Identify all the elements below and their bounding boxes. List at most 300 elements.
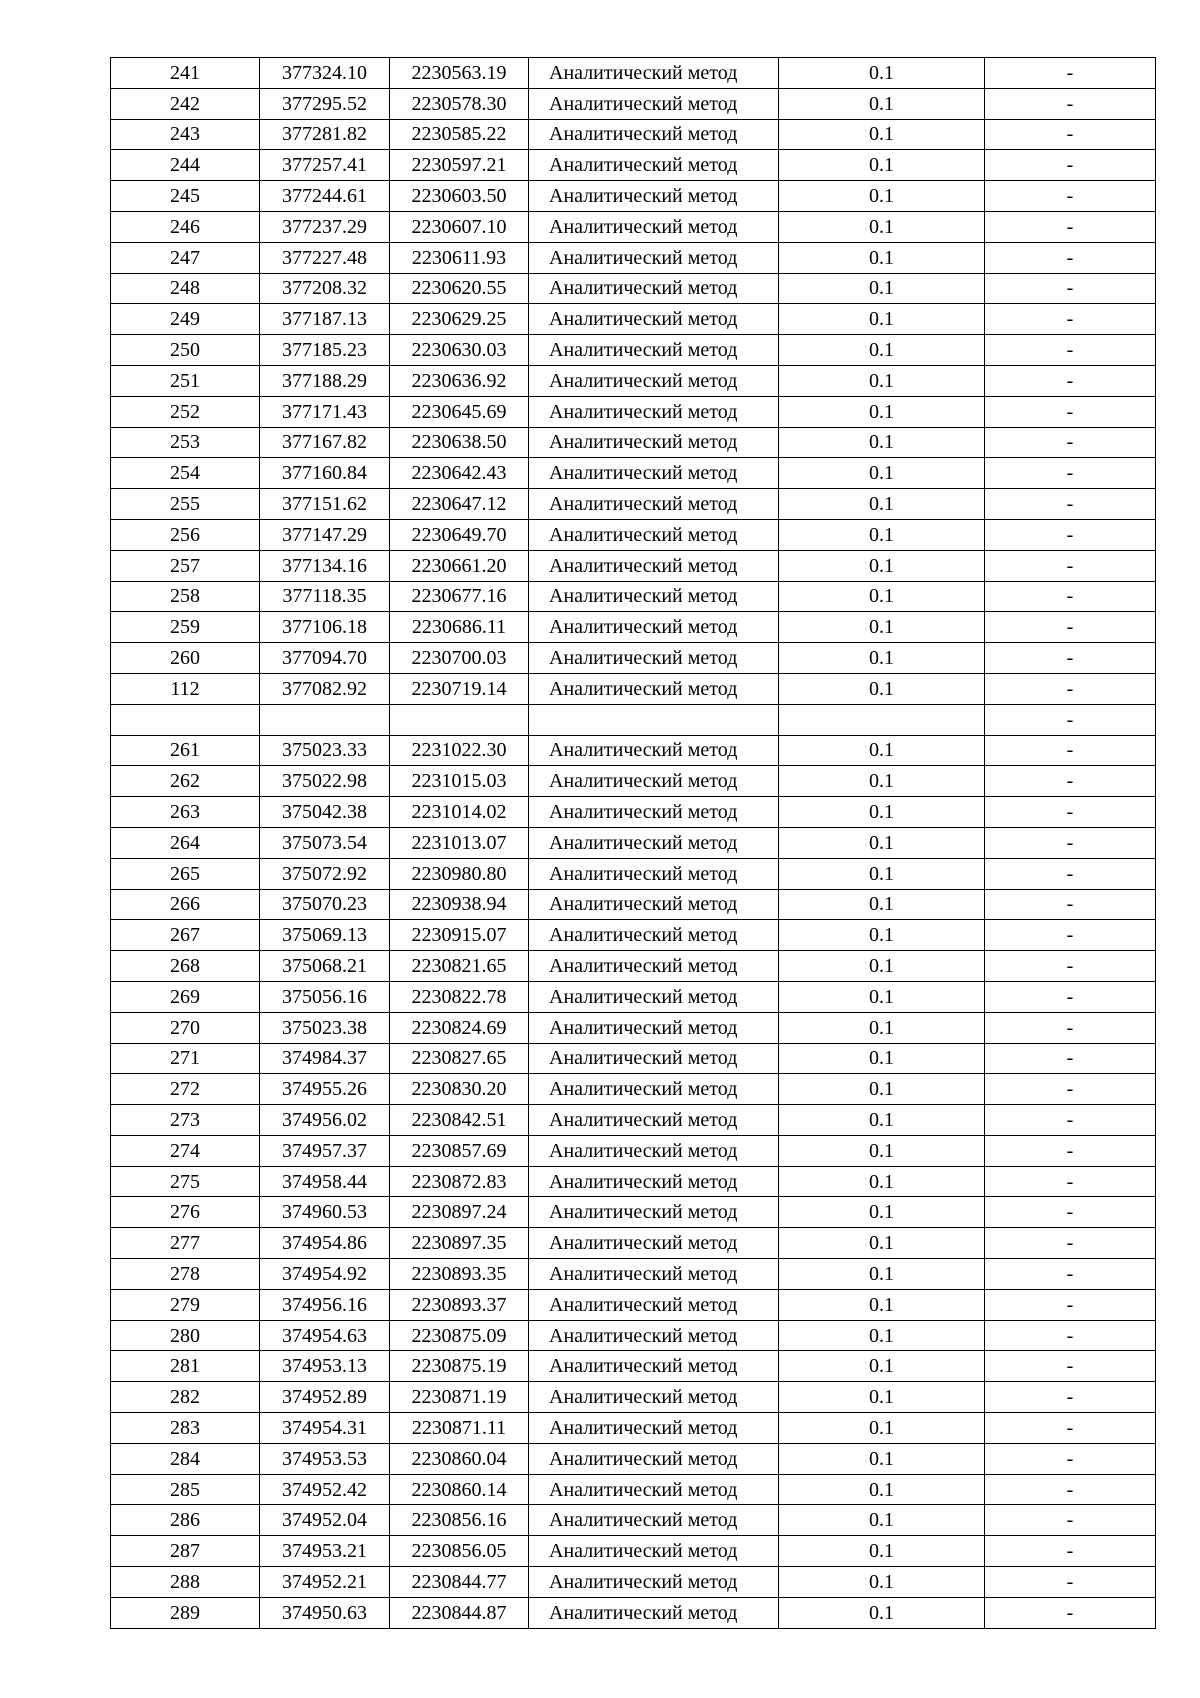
accuracy-cell: 0.1 <box>779 58 985 89</box>
y-coordinate-cell: 2230620.55 <box>390 273 529 304</box>
note-cell: - <box>985 981 1156 1012</box>
y-coordinate-cell: 2230857.69 <box>390 1135 529 1166</box>
point-number-cell: 280 <box>111 1320 260 1351</box>
method-cell: Аналитический метод <box>529 427 779 458</box>
method-cell: Аналитический метод <box>529 1567 779 1598</box>
note-cell: - <box>985 1474 1156 1505</box>
method-cell: Аналитический метод <box>529 1166 779 1197</box>
accuracy-cell: 0.1 <box>779 612 985 643</box>
y-coordinate-cell: 2230856.05 <box>390 1536 529 1567</box>
method-cell: Аналитический метод <box>529 1105 779 1136</box>
method-cell: Аналитический метод <box>529 458 779 489</box>
note-cell: - <box>985 1505 1156 1536</box>
x-coordinate-cell: 375068.21 <box>260 951 390 982</box>
accuracy-cell: 0.1 <box>779 519 985 550</box>
accuracy-cell: 0.1 <box>779 1567 985 1598</box>
table-row <box>111 1536 1156 1567</box>
point-number-cell: 283 <box>111 1413 260 1444</box>
note-cell: - <box>985 304 1156 335</box>
x-coordinate-cell: 375069.13 <box>260 920 390 951</box>
point-number-cell <box>111 704 260 735</box>
accuracy-cell: 0.1 <box>779 1043 985 1074</box>
accuracy-cell: 0.1 <box>779 1382 985 1413</box>
accuracy-cell: 0.1 <box>779 119 985 150</box>
accuracy-cell: 0.1 <box>779 858 985 889</box>
y-coordinate-cell: 2230642.43 <box>390 458 529 489</box>
point-number-cell: 263 <box>111 797 260 828</box>
note-cell: - <box>985 581 1156 612</box>
table-row <box>111 1505 1156 1536</box>
x-coordinate-cell: 377151.62 <box>260 489 390 520</box>
point-number-cell: 244 <box>111 150 260 181</box>
y-coordinate-cell: 2230824.69 <box>390 1012 529 1043</box>
x-coordinate-cell: 377106.18 <box>260 612 390 643</box>
note-cell: - <box>985 1197 1156 1228</box>
accuracy-cell: 0.1 <box>779 1597 985 1628</box>
accuracy-cell: 0.1 <box>779 150 985 181</box>
method-cell: Аналитический метод <box>529 519 779 550</box>
note-cell: - <box>985 489 1156 520</box>
point-number-cell: 255 <box>111 489 260 520</box>
accuracy-cell: 0.1 <box>779 181 985 212</box>
x-coordinate-cell: 377324.10 <box>260 58 390 89</box>
table-row <box>111 920 1156 951</box>
x-coordinate-cell: 377094.70 <box>260 643 390 674</box>
accuracy-cell: 0.1 <box>779 1197 985 1228</box>
table-row <box>111 889 1156 920</box>
point-number-cell: 253 <box>111 427 260 458</box>
accuracy-cell: 0.1 <box>779 1074 985 1105</box>
method-cell: Аналитический метод <box>529 1351 779 1382</box>
table-row <box>111 88 1156 119</box>
accuracy-cell: 0.1 <box>779 1105 985 1136</box>
accuracy-cell: 0.1 <box>779 1320 985 1351</box>
point-number-cell: 270 <box>111 1012 260 1043</box>
point-number-cell: 248 <box>111 273 260 304</box>
method-cell: Аналитический метод <box>529 920 779 951</box>
x-coordinate-cell <box>260 704 390 735</box>
accuracy-cell: 0.1 <box>779 673 985 704</box>
coordinates-table <box>110 57 1156 1629</box>
accuracy-cell: 0.1 <box>779 458 985 489</box>
accuracy-cell: 0.1 <box>779 335 985 366</box>
accuracy-cell: 0.1 <box>779 1259 985 1290</box>
method-cell: Аналитический метод <box>529 1197 779 1228</box>
accuracy-cell: 0.1 <box>779 1135 985 1166</box>
method-cell: Аналитический метод <box>529 827 779 858</box>
y-coordinate-cell: 2230719.14 <box>390 673 529 704</box>
table-row <box>111 119 1156 150</box>
y-coordinate-cell: 2231014.02 <box>390 797 529 828</box>
method-cell: Аналитический метод <box>529 273 779 304</box>
note-cell: - <box>985 396 1156 427</box>
point-number-cell: 242 <box>111 88 260 119</box>
table-row <box>111 858 1156 889</box>
point-number-cell: 276 <box>111 1197 260 1228</box>
point-number-cell: 274 <box>111 1135 260 1166</box>
x-coordinate-cell: 377171.43 <box>260 396 390 427</box>
y-coordinate-cell: 2230603.50 <box>390 181 529 212</box>
method-cell: Аналитический метод <box>529 1289 779 1320</box>
table-row <box>111 981 1156 1012</box>
point-number-cell: 262 <box>111 766 260 797</box>
point-number-cell: 254 <box>111 458 260 489</box>
table-row <box>111 1351 1156 1382</box>
method-cell: Аналитический метод <box>529 1413 779 1444</box>
table-row <box>111 827 1156 858</box>
table-row <box>111 242 1156 273</box>
method-cell: Аналитический метод <box>529 673 779 704</box>
accuracy-cell: 0.1 <box>779 396 985 427</box>
method-cell: Аналитический метод <box>529 1474 779 1505</box>
note-cell: - <box>985 242 1156 273</box>
x-coordinate-cell: 374953.21 <box>260 1536 390 1567</box>
accuracy-cell: 0.1 <box>779 1228 985 1259</box>
y-coordinate-cell: 2230980.80 <box>390 858 529 889</box>
note-cell: - <box>985 920 1156 951</box>
x-coordinate-cell: 375023.33 <box>260 735 390 766</box>
x-coordinate-cell: 377187.13 <box>260 304 390 335</box>
y-coordinate-cell: 2230897.35 <box>390 1228 529 1259</box>
x-coordinate-cell: 377160.84 <box>260 458 390 489</box>
y-coordinate-cell: 2230938.94 <box>390 889 529 920</box>
point-number-cell: 269 <box>111 981 260 1012</box>
y-coordinate-cell: 2230677.16 <box>390 581 529 612</box>
table-row <box>111 1105 1156 1136</box>
point-number-cell: 289 <box>111 1597 260 1628</box>
y-coordinate-cell: 2230822.78 <box>390 981 529 1012</box>
y-coordinate-cell: 2230893.35 <box>390 1259 529 1290</box>
method-cell: Аналитический метод <box>529 643 779 674</box>
table-row <box>111 1320 1156 1351</box>
accuracy-cell: 0.1 <box>779 489 985 520</box>
note-cell: - <box>985 1289 1156 1320</box>
method-cell: Аналитический метод <box>529 550 779 581</box>
point-number-cell: 246 <box>111 211 260 242</box>
accuracy-cell: 0.1 <box>779 242 985 273</box>
x-coordinate-cell: 374950.63 <box>260 1597 390 1628</box>
point-number-cell: 251 <box>111 365 260 396</box>
note-cell: - <box>985 735 1156 766</box>
point-number-cell: 281 <box>111 1351 260 1382</box>
y-coordinate-cell: 2230844.77 <box>390 1567 529 1598</box>
table-row <box>111 519 1156 550</box>
y-coordinate-cell: 2230872.83 <box>390 1166 529 1197</box>
y-coordinate-cell: 2230563.19 <box>390 58 529 89</box>
note-cell: - <box>985 427 1156 458</box>
method-cell: Аналитический метод <box>529 88 779 119</box>
method-cell: Аналитический метод <box>529 1320 779 1351</box>
y-coordinate-cell: 2230915.07 <box>390 920 529 951</box>
accuracy-cell: 0.1 <box>779 643 985 674</box>
table-row <box>111 365 1156 396</box>
point-number-cell: 272 <box>111 1074 260 1105</box>
table-row <box>111 1228 1156 1259</box>
table-row <box>111 951 1156 982</box>
x-coordinate-cell: 375073.54 <box>260 827 390 858</box>
x-coordinate-cell: 374984.37 <box>260 1043 390 1074</box>
y-coordinate-cell: 2231013.07 <box>390 827 529 858</box>
note-cell: - <box>985 119 1156 150</box>
method-cell: Аналитический метод <box>529 1135 779 1166</box>
x-coordinate-cell: 375042.38 <box>260 797 390 828</box>
x-coordinate-cell: 374954.31 <box>260 1413 390 1444</box>
y-coordinate-cell: 2230649.70 <box>390 519 529 550</box>
table-row <box>111 335 1156 366</box>
note-cell: - <box>985 1413 1156 1444</box>
method-cell: Аналитический метод <box>529 581 779 612</box>
method-cell: Аналитический метод <box>529 242 779 273</box>
note-cell: - <box>985 1043 1156 1074</box>
method-cell: Аналитический метод <box>529 1074 779 1105</box>
table-row <box>111 673 1156 704</box>
y-coordinate-cell: 2230611.93 <box>390 242 529 273</box>
x-coordinate-cell: 374953.13 <box>260 1351 390 1382</box>
method-cell: Аналитический метод <box>529 335 779 366</box>
y-coordinate-cell: 2230647.12 <box>390 489 529 520</box>
accuracy-cell: 0.1 <box>779 889 985 920</box>
x-coordinate-cell: 374952.21 <box>260 1567 390 1598</box>
coordinates-table-body <box>111 58 1156 1629</box>
method-cell: Аналитический метод <box>529 1259 779 1290</box>
table-row <box>111 1289 1156 1320</box>
table-row <box>111 1259 1156 1290</box>
method-cell: Аналитический метод <box>529 181 779 212</box>
x-coordinate-cell: 374952.42 <box>260 1474 390 1505</box>
note-cell: - <box>985 519 1156 550</box>
y-coordinate-cell: 2230629.25 <box>390 304 529 335</box>
y-coordinate-cell: 2230686.11 <box>390 612 529 643</box>
note-cell: - <box>985 827 1156 858</box>
note-cell: - <box>985 951 1156 982</box>
method-cell: Аналитический метод <box>529 365 779 396</box>
table-row <box>111 427 1156 458</box>
method-cell: Аналитический метод <box>529 1505 779 1536</box>
x-coordinate-cell: 377147.29 <box>260 519 390 550</box>
accuracy-cell: 0.1 <box>779 1289 985 1320</box>
note-cell: - <box>985 1567 1156 1598</box>
x-coordinate-cell: 375070.23 <box>260 889 390 920</box>
x-coordinate-cell: 374960.53 <box>260 1197 390 1228</box>
method-cell: Аналитический метод <box>529 304 779 335</box>
point-number-cell: 285 <box>111 1474 260 1505</box>
note-cell: - <box>985 1259 1156 1290</box>
table-row <box>111 735 1156 766</box>
x-coordinate-cell: 374954.63 <box>260 1320 390 1351</box>
table-row <box>111 396 1156 427</box>
method-cell: Аналитический метод <box>529 119 779 150</box>
note-cell: - <box>985 458 1156 489</box>
point-number-cell: 252 <box>111 396 260 427</box>
method-cell: Аналитический метод <box>529 150 779 181</box>
point-number-cell: 266 <box>111 889 260 920</box>
table-row <box>111 304 1156 335</box>
method-cell: Аналитический метод <box>529 889 779 920</box>
x-coordinate-cell: 374956.16 <box>260 1289 390 1320</box>
point-number-cell: 258 <box>111 581 260 612</box>
y-coordinate-cell: 2230897.24 <box>390 1197 529 1228</box>
note-cell: - <box>985 88 1156 119</box>
accuracy-cell: 0.1 <box>779 1413 985 1444</box>
method-cell: Аналитический метод <box>529 612 779 643</box>
point-number-cell: 278 <box>111 1259 260 1290</box>
point-number-cell: 282 <box>111 1382 260 1413</box>
accuracy-cell: 0.1 <box>779 981 985 1012</box>
point-number-cell: 260 <box>111 643 260 674</box>
table-row <box>111 581 1156 612</box>
table-row <box>111 1567 1156 1598</box>
table-row <box>111 1135 1156 1166</box>
table-row <box>111 1043 1156 1074</box>
table-row <box>111 1474 1156 1505</box>
note-cell: - <box>985 704 1156 735</box>
method-cell: Аналитический метод <box>529 1382 779 1413</box>
y-coordinate-cell: 2230630.03 <box>390 335 529 366</box>
x-coordinate-cell: 377185.23 <box>260 335 390 366</box>
point-number-cell: 287 <box>111 1536 260 1567</box>
note-cell: - <box>985 797 1156 828</box>
note-cell: - <box>985 1597 1156 1628</box>
note-cell: - <box>985 211 1156 242</box>
x-coordinate-cell: 377118.35 <box>260 581 390 612</box>
point-number-cell: 112 <box>111 673 260 704</box>
point-number-cell: 257 <box>111 550 260 581</box>
y-coordinate-cell <box>390 704 529 735</box>
note-cell: - <box>985 550 1156 581</box>
x-coordinate-cell: 374954.86 <box>260 1228 390 1259</box>
y-coordinate-cell: 2230893.37 <box>390 1289 529 1320</box>
note-cell: - <box>985 766 1156 797</box>
table-row <box>111 612 1156 643</box>
x-coordinate-cell: 377237.29 <box>260 211 390 242</box>
y-coordinate-cell: 2230578.30 <box>390 88 529 119</box>
accuracy-cell: 0.1 <box>779 550 985 581</box>
method-cell <box>529 704 779 735</box>
accuracy-cell: 0.1 <box>779 735 985 766</box>
method-cell: Аналитический метод <box>529 1536 779 1567</box>
point-number-cell: 277 <box>111 1228 260 1259</box>
note-cell: - <box>985 1012 1156 1043</box>
y-coordinate-cell: 2230636.92 <box>390 365 529 396</box>
accuracy-cell: 0.1 <box>779 1443 985 1474</box>
accuracy-cell <box>779 704 985 735</box>
method-cell: Аналитический метод <box>529 58 779 89</box>
point-number-cell: 247 <box>111 242 260 273</box>
method-cell: Аналитический метод <box>529 1043 779 1074</box>
table-row <box>111 150 1156 181</box>
y-coordinate-cell: 2230842.51 <box>390 1105 529 1136</box>
method-cell: Аналитический метод <box>529 951 779 982</box>
accuracy-cell: 0.1 <box>779 797 985 828</box>
table-row <box>111 181 1156 212</box>
y-coordinate-cell: 2230661.20 <box>390 550 529 581</box>
x-coordinate-cell: 377188.29 <box>260 365 390 396</box>
x-coordinate-cell: 375072.92 <box>260 858 390 889</box>
table-row <box>111 1382 1156 1413</box>
x-coordinate-cell: 377134.16 <box>260 550 390 581</box>
y-coordinate-cell: 2230844.87 <box>390 1597 529 1628</box>
x-coordinate-cell: 377281.82 <box>260 119 390 150</box>
x-coordinate-cell: 374952.89 <box>260 1382 390 1413</box>
note-cell: - <box>985 1320 1156 1351</box>
table-row <box>111 766 1156 797</box>
table-row <box>111 1166 1156 1197</box>
accuracy-cell: 0.1 <box>779 304 985 335</box>
note-cell: - <box>985 1135 1156 1166</box>
x-coordinate-cell: 377208.32 <box>260 273 390 304</box>
accuracy-cell: 0.1 <box>779 1166 985 1197</box>
x-coordinate-cell: 377082.92 <box>260 673 390 704</box>
note-cell: - <box>985 1166 1156 1197</box>
table-row <box>111 211 1156 242</box>
point-number-cell: 245 <box>111 181 260 212</box>
x-coordinate-cell: 377227.48 <box>260 242 390 273</box>
x-coordinate-cell: 377295.52 <box>260 88 390 119</box>
y-coordinate-cell: 2230638.50 <box>390 427 529 458</box>
x-coordinate-cell: 374953.53 <box>260 1443 390 1474</box>
note-cell: - <box>985 335 1156 366</box>
note-cell: - <box>985 673 1156 704</box>
y-coordinate-cell: 2230597.21 <box>390 150 529 181</box>
point-number-cell: 271 <box>111 1043 260 1074</box>
x-coordinate-cell: 375056.16 <box>260 981 390 1012</box>
note-cell: - <box>985 1351 1156 1382</box>
note-cell: - <box>985 1382 1156 1413</box>
method-cell: Аналитический метод <box>529 1228 779 1259</box>
y-coordinate-cell: 2230860.14 <box>390 1474 529 1505</box>
y-coordinate-cell: 2230585.22 <box>390 119 529 150</box>
note-cell: - <box>985 612 1156 643</box>
note-cell: - <box>985 643 1156 674</box>
note-cell: - <box>985 58 1156 89</box>
y-coordinate-cell: 2230607.10 <box>390 211 529 242</box>
y-coordinate-cell: 2230821.65 <box>390 951 529 982</box>
accuracy-cell: 0.1 <box>779 827 985 858</box>
note-cell: - <box>985 150 1156 181</box>
accuracy-cell: 0.1 <box>779 581 985 612</box>
accuracy-cell: 0.1 <box>779 427 985 458</box>
x-coordinate-cell: 374955.26 <box>260 1074 390 1105</box>
table-row <box>111 273 1156 304</box>
table-row <box>111 458 1156 489</box>
point-number-cell: 273 <box>111 1105 260 1136</box>
note-cell: - <box>985 181 1156 212</box>
method-cell: Аналитический метод <box>529 1443 779 1474</box>
accuracy-cell: 0.1 <box>779 920 985 951</box>
point-number-cell: 261 <box>111 735 260 766</box>
method-cell: Аналитический метод <box>529 1597 779 1628</box>
table-row <box>111 550 1156 581</box>
y-coordinate-cell: 2231015.03 <box>390 766 529 797</box>
table-row <box>111 1597 1156 1628</box>
table-row <box>111 1443 1156 1474</box>
accuracy-cell: 0.1 <box>779 1474 985 1505</box>
table-row <box>111 58 1156 89</box>
note-cell: - <box>985 1228 1156 1259</box>
y-coordinate-cell: 2230700.03 <box>390 643 529 674</box>
accuracy-cell: 0.1 <box>779 1351 985 1382</box>
method-cell: Аналитический метод <box>529 489 779 520</box>
y-coordinate-cell: 2230827.65 <box>390 1043 529 1074</box>
table-row <box>111 1197 1156 1228</box>
x-coordinate-cell: 374954.92 <box>260 1259 390 1290</box>
x-coordinate-cell: 374956.02 <box>260 1105 390 1136</box>
note-cell: - <box>985 365 1156 396</box>
accuracy-cell: 0.1 <box>779 88 985 119</box>
y-coordinate-cell: 2230875.09 <box>390 1320 529 1351</box>
accuracy-cell: 0.1 <box>779 273 985 304</box>
y-coordinate-cell: 2230856.16 <box>390 1505 529 1536</box>
